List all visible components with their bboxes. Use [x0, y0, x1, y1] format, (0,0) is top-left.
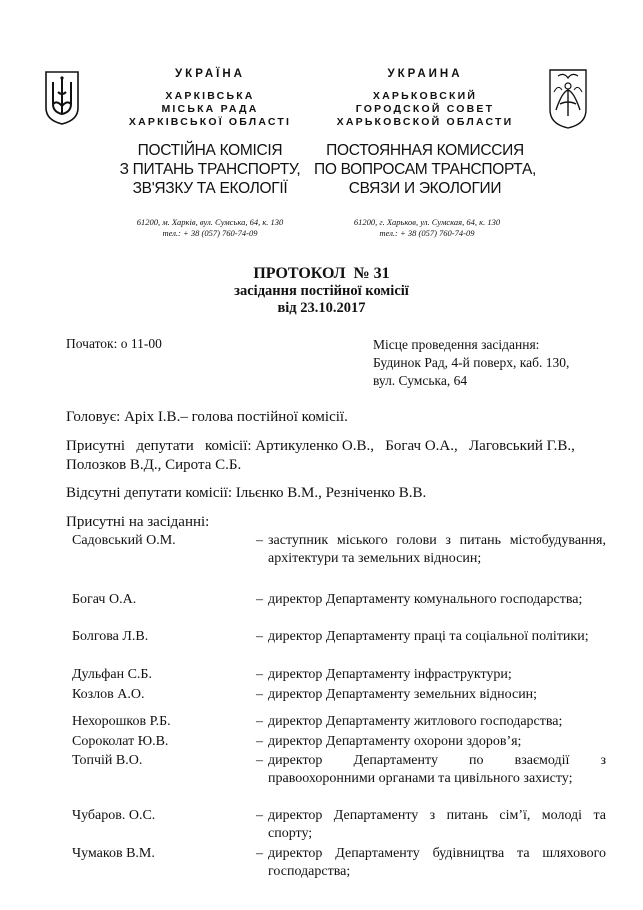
attendee-name: Дульфан С.Б. [72, 667, 152, 682]
attendee-name: Топчій В.О. [72, 753, 143, 768]
commission-name-line-1: ПОСТОЯННАЯ КОМИССИЯ [326, 142, 524, 159]
address-ukrainian [95, 217, 325, 239]
attendee-position: – директор Департаменту охорони здоров’я; [256, 734, 522, 749]
meeting-place-line-3: вул. Сумська, 64 [373, 373, 468, 388]
present-deputies-line-2: Полозков В.Д., Сирота С.Б. [66, 457, 242, 473]
commission-name [310, 141, 540, 198]
present-deputies [66, 437, 594, 475]
present-deputies-line-1: Присутні депутати комісії: Артикуленко О.В., Богач О.А., Лаговський Г.В., [66, 438, 575, 454]
council-name-line-1: ХАРЬКОВСКИЙ [372, 90, 478, 102]
council-name-line-1: ХАРКІВСЬКА [165, 90, 255, 102]
kharkiv-coat-of-arms-icon [548, 68, 588, 130]
attendee-position: – директор Департаменту комунального господарства; [256, 592, 583, 607]
attendee-position: – директор Департаменту будівництва та шляхового господарства; [256, 846, 606, 879]
trident-emblem-icon [44, 70, 80, 126]
country-name: УКРАЇНА [175, 68, 245, 80]
attendee-position: – директор Департаменту з питань сім’ї, молоді та спорту; [256, 808, 606, 841]
attendees-heading: Присутні на засіданні: [66, 514, 210, 530]
attendee-name: Богач О.А. [72, 592, 137, 607]
commission-name-line-2: З ПИТАНЬ ТРАНСПОРТУ, [119, 161, 301, 178]
attendee-name: Сороколат Ю.В. [72, 734, 169, 749]
letterhead-ukrainian [95, 68, 325, 198]
attendee-name: Нехорошков Р.Б. [72, 714, 171, 729]
council-name-line-3: ХАРЬКОВСКОЙ ОБЛАСТИ [336, 116, 514, 128]
meeting-start-time: Початок: о 11-00 [66, 336, 162, 351]
protocol-title: ПРОТОКОЛ № 31 [253, 265, 390, 282]
attendee-name: Болгова Л.В. [72, 629, 149, 644]
council-name-line-3: ХАРКІВСЬКОЇ ОБЛАСТІ [128, 116, 292, 128]
council-name-line-2: ГОРОДСКОЙ СОВЕТ [355, 103, 495, 115]
commission-name-line-2: ПО ВОПРОСАМ ТРАНСПОРТА, [313, 161, 537, 178]
address-line: 61200, г. Харьков, ул. Сумская, 64, к. 130 [353, 217, 501, 227]
attendee-position: – заступник міського голови з питань містобудування, архітектури та земельних відносин; [256, 533, 606, 566]
commission-name-line-3: СВЯЗИ И ЭКОЛОГИИ [348, 180, 502, 197]
attendee-name: Садовський О.М. [72, 533, 176, 548]
meeting-place [373, 336, 569, 390]
letterhead-russian [310, 68, 540, 198]
commission-name [95, 141, 325, 198]
protocol-date: від 23.10.2017 [277, 300, 366, 316]
attendee-name: Чубаров. О.С. [72, 808, 156, 823]
attendee-position: – директор Департаменту праці та соціальної політики; [256, 629, 589, 644]
protocol-subtitle: засідання постійної комісії [234, 283, 409, 299]
commission-name-line-1: ПОСТІЙНА КОМІСІЯ [137, 142, 283, 159]
country-name: УКРАИНА [387, 68, 463, 80]
council-name-line-2: МІСЬКА РАДА [161, 103, 259, 115]
protocol-title-block [0, 264, 643, 317]
attendee-position: – директор Департаменту житлового господарства; [256, 714, 563, 729]
meeting-place-line-2: Будинок Рад, 4-й поверх, каб. 130, [373, 355, 570, 370]
attendee-position: – директор Департаменту земельних відносин; [256, 687, 538, 702]
phone-line: тел.: + 38 (057) 760-74-09 [379, 228, 475, 238]
meeting-place-line-1: Місце проведення засідання: [373, 337, 540, 352]
attendee-position: – директор Департаменту інфраструктури; [256, 667, 512, 682]
phone-line: тел.: + 38 (057) 760-74-09 [162, 228, 258, 238]
address-russian [312, 217, 542, 239]
address-line: 61200, м. Харків, вул. Сумська, 64, к. 130 [136, 217, 284, 227]
attendee-position: – директор Департаменту по взаємодії з правоохоронними органами та цивільного захисту; [256, 753, 606, 786]
attendee-name: Чумаков В.М. [72, 846, 155, 861]
attendee-name: Козлов А.О. [72, 687, 145, 702]
commission-name-line-3: ЗВ'ЯЗКУ ТА ЕКОЛОГІЇ [132, 180, 288, 197]
absent-deputies: Відсутні депутати комісії: Ільєнко В.М., Резніченко В.В. [66, 485, 427, 501]
chair-statement: Головує: Аріх І.В.– голова постійної комісії. [66, 409, 348, 425]
